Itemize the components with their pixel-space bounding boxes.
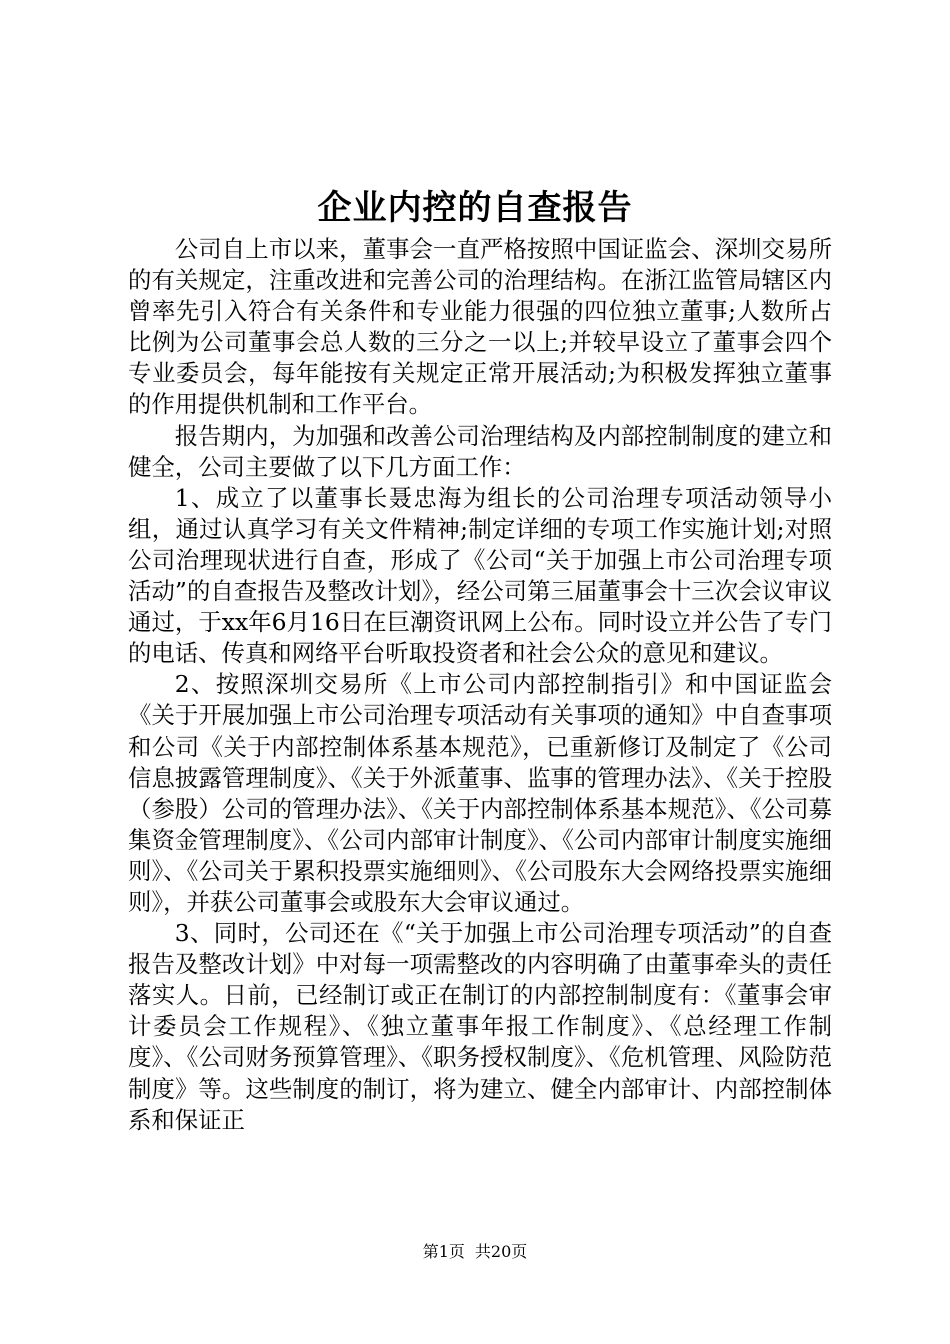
paragraph-item-1: 1、成立了以董事长聂忠海为组长的公司治理专项活动领导小组，通过认真学习有关文件精神;制定详细的专项工作实施计划;对照公司治理现状进行自查，形成了《公司“关于加强上市公司治理专项活动”的自查报告及整改计划》，经公司第三届董事会十三次会议审议通过，于xx年6月16日在巨潮资讯网上公布。同时设立并公告了专门的电话、传真和网络平台听取投资者和社会公众的意见和建议。: [128, 483, 832, 668]
paragraph-item-2: 2、按照深圳交易所《上市公司内部控制指引》和中国证监会《关于开展加强上市公司治理专项活动有关事项的通知》中自查事项和公司《关于内部控制体系基本规范》，已重新修订及制定了《公司信息披露管理制度》、《关于外派董事、监事的管理办法》、《关于控股（参股）公司的管理办法》、《关于内部控制体系基本规范》、《公司募集资金管理制度》、《公司内部审计制度》、《公司内部审计制度实施细则》、《公司关于累积投票实施细则》、《公司股东大会网络投票实施细则》，并获公司董事会或股东大会审议通过。: [128, 670, 832, 916]
document-body: [128, 234, 832, 1136]
page-number-total: 共20页: [474, 1242, 528, 1261]
paragraph-item-3: 3、同时，公司还在《“关于加强上市公司治理专项活动”的自查报告及整改计划》中对每一项需整改的内容明确了由董事牵头的责任落实人。日前，已经制订或正在制订的内部控制制度有：《董事会审计委员会工作规程》、《独立董事年报工作制度》、《总经理工作制度》、《公司财务预算管理》、《职务授权制度》、《危机管理、风险防范制度》等。这些制度的制订，将为建立、健全内部审计、内部控制体系和保证正: [128, 919, 832, 1134]
page-number-current: 第1页: [422, 1242, 465, 1261]
page-footer: [0, 1241, 950, 1263]
paragraph-report-period: 报告期内，为加强和改善公司治理结构及内部控制制度的建立和健全，公司主要做了以下几方面工作：: [128, 421, 832, 481]
paragraph-intro: 公司自上市以来，董事会一直严格按照中国证监会、深圳交易所的有关规定，注重改进和完善公司的治理结构。在浙江监管局辖区内曾率先引入符合有关条件和专业能力很强的四位独立董事;人数所占比例为公司董事会总人数的三分之一以上;并较早设立了董事会四个专业委员会，每年能按有关规定正常开展活动;为积极发挥独立董事的作用提供机制和工作平台。: [128, 235, 832, 419]
document-title: 企业内控的自查报告: [317, 188, 633, 228]
